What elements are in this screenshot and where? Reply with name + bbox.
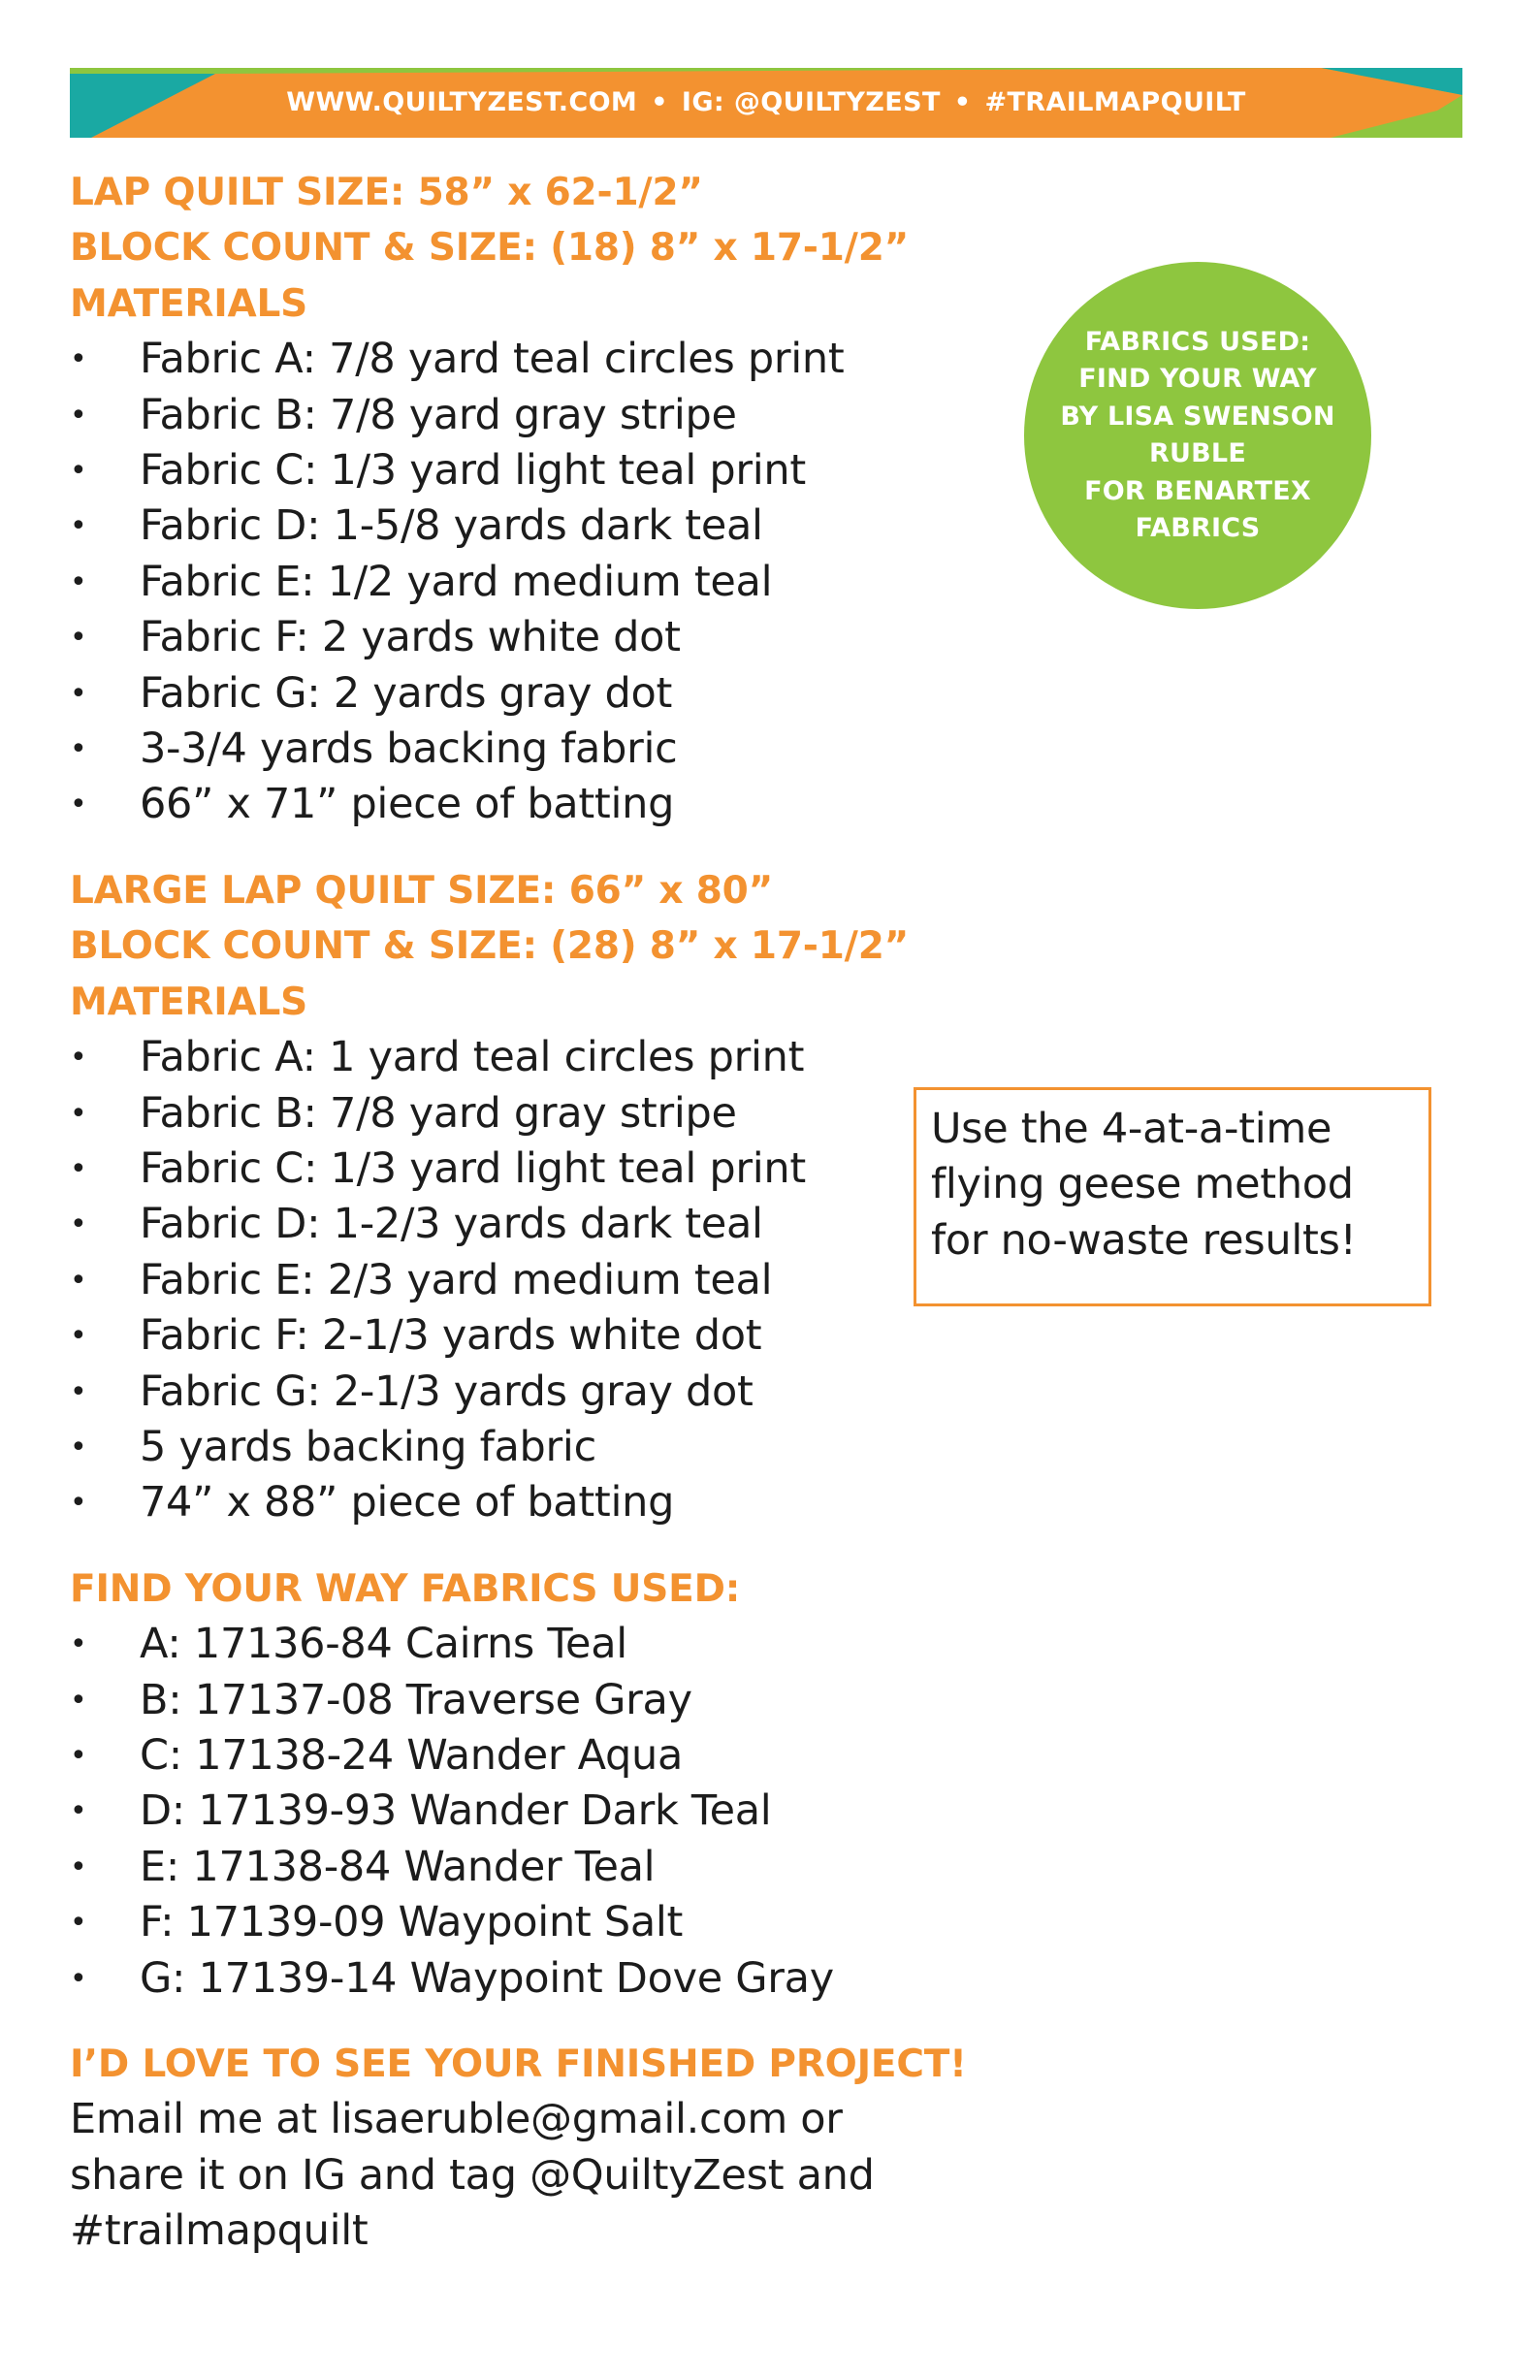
- list-item-text: D: 17139-93 Wander Dark Teal: [140, 1786, 772, 1836]
- badge-line: BY LISA SWENSON: [1060, 401, 1335, 432]
- bullet: •: [70, 1849, 87, 1884]
- finished-line-hashtag: #trailmapquilt: [70, 2206, 369, 2256]
- list-item-text: 66” x 71” piece of batting: [140, 780, 675, 829]
- list-item-text: Fabric D: 1-2/3 yards dark teal: [140, 1200, 763, 1249]
- large-lap-block-heading: BLOCK COUNT & SIZE: (28) 8” x 17-1/2”: [70, 924, 910, 969]
- list-item-text: E: 17138-84 Wander Teal: [140, 1842, 656, 1891]
- large-lap-section: [70, 863, 1040, 1531]
- bullet: •: [70, 676, 87, 711]
- list-item: [70, 443, 1040, 499]
- list-item-text: 5 yards backing fabric: [140, 1422, 596, 1471]
- bullet: •: [70, 1961, 87, 1996]
- list-item: [70, 1673, 1040, 1728]
- badge-line: FABRICS: [1135, 513, 1261, 543]
- list-item: [70, 499, 1040, 554]
- bullet: •: [70, 621, 87, 656]
- list-item-text: Fabric F: 2-1/3 yards white dot: [140, 1311, 762, 1361]
- list-item: [70, 1197, 1040, 1252]
- bullet: •: [70, 564, 87, 599]
- list-item-text: Fabric F: 2 yards white dot: [140, 613, 681, 662]
- bullet: •: [70, 1738, 87, 1773]
- main-content: [70, 165, 1040, 2260]
- banner-separator: •: [651, 87, 668, 117]
- section-gap: [70, 2007, 1040, 2037]
- callout-line: for no-waste results!: [931, 1215, 1357, 1265]
- lap-section: [70, 165, 1040, 833]
- fabrics-used-section: [70, 1561, 1040, 2007]
- list-item: [70, 1420, 1040, 1475]
- list-item: [70, 1086, 1040, 1142]
- list-item: [70, 1253, 1040, 1308]
- bullet: •: [70, 1627, 87, 1662]
- bullet: •: [70, 1794, 87, 1829]
- list-item: [70, 1784, 1040, 1839]
- banner-separator: •: [953, 87, 972, 117]
- fabrics-used-heading: FIND YOUR WAY FABRICS USED:: [70, 1566, 741, 1611]
- bullet: •: [70, 509, 87, 544]
- finished-project-heading: I’D LOVE TO SEE YOUR FINISHED PROJECT!: [70, 2042, 967, 2086]
- list-item-text: C: 17138-24 Wander Aqua: [140, 1730, 683, 1780]
- list-item: [70, 1308, 1040, 1364]
- bullet: •: [70, 1486, 87, 1521]
- tip-callout-box: [914, 1087, 1431, 1306]
- bullet: •: [70, 454, 87, 489]
- list-item-text: Fabric E: 2/3 yard medium teal: [140, 1255, 773, 1304]
- bullet: •: [70, 788, 87, 822]
- bullet: •: [70, 1151, 87, 1186]
- badge-line: FOR BENARTEX: [1084, 475, 1311, 506]
- list-item: [70, 1617, 1040, 1672]
- finished-line-email: Email me at lisaeruble@gmail.com or: [70, 2095, 843, 2144]
- website-link[interactable]: WWW.QUILTYZEST.COM: [286, 87, 638, 117]
- badge-line: FIND YOUR WAY: [1078, 364, 1317, 394]
- bullet: •: [70, 1430, 87, 1464]
- large-lap-materials-heading: MATERIALS: [70, 980, 308, 1024]
- bullet: •: [70, 1041, 87, 1076]
- bullet: •: [70, 1207, 87, 1242]
- large-lap-size-heading: LARGE LAP QUILT SIZE: 66” x 80”: [70, 868, 774, 913]
- large-lap-materials-list: [70, 1030, 1040, 1531]
- hashtag-text: #TRAILMAPQUILT: [984, 87, 1246, 117]
- list-item-text: Fabric G: 2-1/3 yards gray dot: [140, 1367, 754, 1416]
- list-item: [70, 722, 1040, 777]
- finished-project-section: [70, 2037, 1040, 2260]
- list-item-text: Fabric B: 7/8 yard gray stripe: [140, 1088, 737, 1138]
- badge-line: RUBLE: [1149, 438, 1246, 468]
- list-item-text: Fabric B: 7/8 yard gray stripe: [140, 390, 737, 439]
- list-item-text: A: 17136-84 Cairns Teal: [140, 1620, 627, 1669]
- list-item-text: Fabric A: 7/8 yard teal circles print: [140, 335, 845, 384]
- lap-size-heading: LAP QUILT SIZE: 58” x 62-1/2”: [70, 171, 703, 214]
- list-item-text: 74” x 88” piece of batting: [140, 1478, 675, 1528]
- section-gap: [70, 1531, 1040, 1561]
- list-item: [70, 1475, 1040, 1530]
- bullet: •: [70, 1319, 87, 1354]
- list-item-text: B: 17137-08 Traverse Gray: [140, 1675, 692, 1724]
- list-item: [70, 1142, 1040, 1197]
- lap-block-heading: BLOCK COUNT & SIZE: (18) 8” x 17-1/2”: [70, 226, 910, 271]
- banner-text: [70, 68, 1462, 138]
- list-item-text: Fabric D: 1-5/8 yards dark teal: [140, 501, 763, 551]
- lap-materials-heading: MATERIALS: [70, 281, 308, 326]
- fabrics-used-badge: [1024, 262, 1371, 609]
- list-item-text: F: 17139-09 Waypoint Salt: [140, 1898, 684, 1947]
- list-item-text: Fabric C: 1/3 yard light teal print: [140, 446, 806, 496]
- list-item: [70, 1030, 1040, 1085]
- bullet: •: [70, 342, 87, 377]
- list-item: [70, 332, 1040, 387]
- section-gap: [70, 833, 1040, 863]
- list-item-text: G: 17139-14 Waypoint Dove Gray: [140, 1953, 834, 2003]
- instagram-handle[interactable]: IG: @QUILTYZEST: [681, 87, 941, 117]
- list-item: [70, 610, 1040, 665]
- bullet: •: [70, 1263, 87, 1298]
- bullet: •: [70, 1374, 87, 1409]
- badge-line: FABRICS USED:: [1084, 326, 1311, 357]
- bullet: •: [70, 1683, 87, 1718]
- list-item-text: Fabric C: 1/3 yard light teal print: [140, 1143, 806, 1193]
- bullet: •: [70, 1096, 87, 1131]
- callout-line: flying geese method: [931, 1160, 1354, 1209]
- list-item: [70, 1728, 1040, 1784]
- lap-materials-list: [70, 332, 1040, 833]
- list-item: [70, 1365, 1040, 1420]
- list-item-text: 3-3/4 yards backing fabric: [140, 724, 678, 774]
- header-banner: [70, 68, 1462, 138]
- list-item: [70, 666, 1040, 722]
- bullet: •: [70, 1906, 87, 1941]
- list-item: [70, 1840, 1040, 1895]
- list-item-text: Fabric A: 1 yard teal circles print: [140, 1033, 805, 1082]
- fabrics-used-list: [70, 1617, 1040, 2007]
- bullet: •: [70, 398, 87, 433]
- finished-line-instagram: share it on IG and tag @QuiltyZest and: [70, 2150, 875, 2200]
- list-item-text: Fabric G: 2 yards gray dot: [140, 668, 673, 718]
- bullet: •: [70, 732, 87, 767]
- list-item: [70, 1951, 1040, 2007]
- list-item-text: Fabric E: 1/2 yard medium teal: [140, 557, 773, 606]
- list-item: [70, 388, 1040, 443]
- list-item: [70, 777, 1040, 832]
- list-item: [70, 555, 1040, 610]
- list-item: [70, 1895, 1040, 1950]
- callout-line: Use the 4-at-a-time: [931, 1105, 1332, 1153]
